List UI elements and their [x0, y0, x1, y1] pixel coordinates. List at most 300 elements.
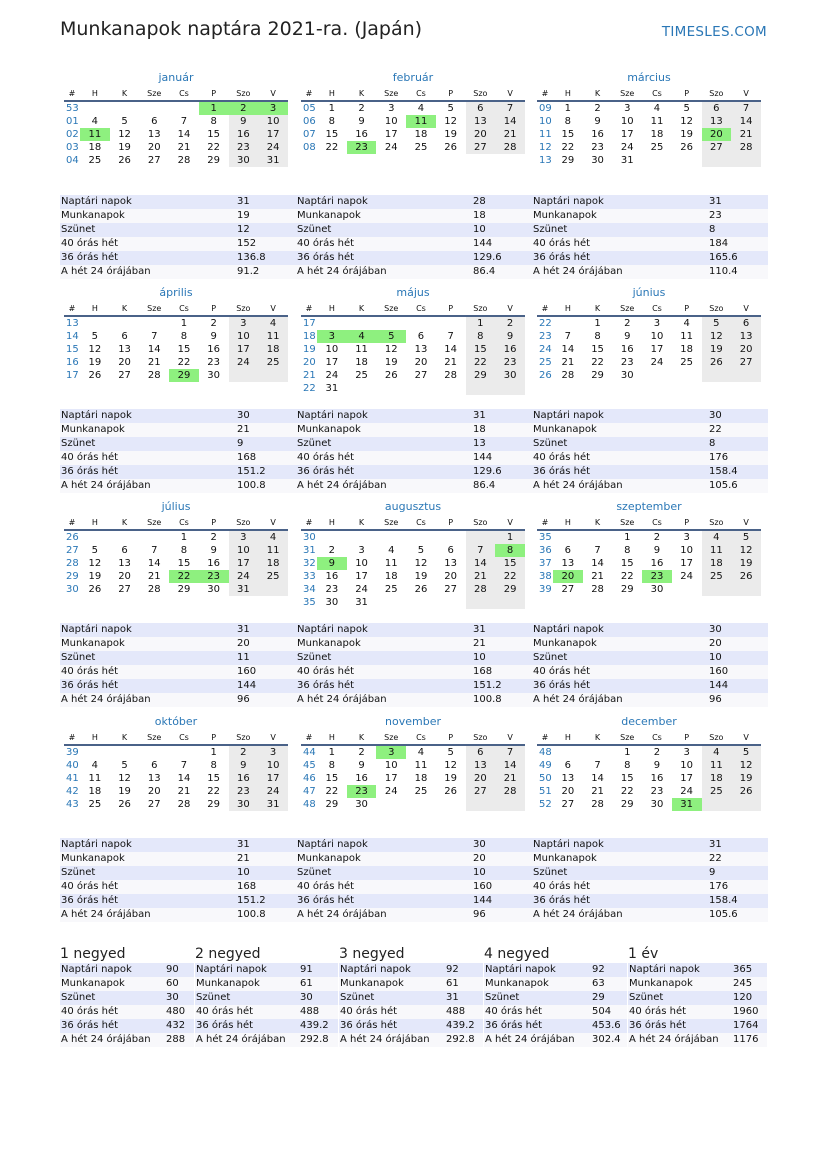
day-cell[interactable]: 21	[591, 571, 604, 582]
day-cell[interactable]: 20	[147, 786, 161, 797]
day-cell[interactable]: 8	[210, 760, 217, 771]
day-cell[interactable]: 16	[355, 773, 368, 784]
day-cell[interactable]: 16	[650, 773, 664, 784]
day-cell[interactable]: 13	[466, 115, 496, 128]
day-cell[interactable]: 30	[207, 370, 221, 381]
day-cell[interactable]: 7	[594, 545, 601, 556]
day-cell[interactable]: 10	[384, 116, 398, 127]
day-cell[interactable]: 19	[444, 129, 458, 140]
day-cell[interactable]: 3	[317, 330, 347, 343]
day-cell[interactable]: 26	[118, 799, 131, 810]
day-cell[interactable]: 14	[731, 115, 761, 128]
day-cell[interactable]: 23	[620, 357, 634, 368]
day-cell[interactable]: 29	[169, 369, 199, 382]
day-cell[interactable]: 26	[414, 584, 428, 595]
day-cell[interactable]: 21	[591, 786, 604, 797]
day-cell[interactable]: 6	[151, 760, 158, 771]
day-cell[interactable]: 29	[177, 584, 191, 595]
day-cell[interactable]: 11	[355, 344, 368, 355]
day-cell[interactable]: 13	[147, 129, 161, 140]
day-cell[interactable]: 27	[702, 141, 732, 154]
day-cell[interactable]: 5	[91, 545, 99, 556]
day-cell[interactable]: 8	[495, 544, 525, 557]
day-cell[interactable]: 1	[466, 316, 496, 330]
day-cell[interactable]: 14	[591, 558, 604, 569]
day-cell[interactable]: 5	[702, 316, 732, 330]
day-cell[interactable]: 5	[447, 103, 454, 114]
day-cell[interactable]: 18	[702, 557, 732, 570]
day-cell[interactable]: 7	[180, 760, 188, 771]
day-cell[interactable]: 6	[417, 331, 425, 342]
day-cell[interactable]: 24	[680, 786, 694, 797]
day-cell[interactable]: 9	[653, 760, 661, 771]
day-cell[interactable]: 21	[147, 571, 161, 582]
day-cell[interactable]: 7	[594, 760, 601, 771]
day-cell[interactable]: 20	[118, 571, 131, 582]
day-cell[interactable]: 1	[594, 318, 601, 329]
day-cell[interactable]: 9	[495, 330, 525, 343]
day-cell[interactable]: 16	[229, 772, 259, 785]
day-cell[interactable]: 3	[229, 530, 259, 544]
day-cell[interactable]: 25	[650, 142, 664, 153]
day-cell[interactable]: 25	[258, 356, 288, 369]
day-cell[interactable]: 12	[414, 558, 428, 569]
day-cell[interactable]: 13	[702, 115, 732, 128]
day-cell[interactable]: 18	[258, 343, 288, 356]
day-cell[interactable]: 20	[702, 128, 732, 141]
day-cell[interactable]: 14	[495, 115, 525, 128]
day-cell[interactable]: 15	[561, 129, 575, 140]
day-cell[interactable]: 9	[653, 545, 661, 556]
day-cell[interactable]: 11	[680, 331, 694, 342]
day-cell[interactable]: 14	[147, 558, 161, 569]
day-cell[interactable]: 27	[561, 799, 575, 810]
day-cell[interactable]: 11	[80, 128, 110, 141]
day-cell[interactable]: 13	[561, 558, 575, 569]
day-cell[interactable]: 28	[495, 785, 525, 798]
day-cell[interactable]: 25	[384, 584, 398, 595]
day-cell[interactable]: 28	[177, 799, 191, 810]
day-cell[interactable]: 20	[147, 142, 161, 153]
day-cell[interactable]: 12	[731, 544, 761, 557]
day-cell[interactable]: 7	[495, 101, 525, 115]
day-cell[interactable]: 28	[591, 799, 604, 810]
day-cell[interactable]: 1	[624, 532, 631, 543]
day-cell[interactable]: 1	[210, 747, 217, 758]
day-cell[interactable]: 23	[347, 785, 377, 798]
day-cell[interactable]: 14	[591, 773, 604, 784]
day-cell[interactable]: 31	[672, 798, 702, 811]
day-cell[interactable]: 12	[88, 344, 102, 355]
day-cell[interactable]: 13	[466, 759, 496, 772]
day-cell[interactable]: 11	[702, 544, 732, 557]
day-cell[interactable]: 15	[495, 557, 525, 570]
day-cell[interactable]: 3	[358, 545, 365, 556]
day-cell[interactable]: 23	[495, 356, 525, 369]
day-cell[interactable]: 11	[414, 760, 428, 771]
day-cell[interactable]: 25	[680, 357, 694, 368]
day-cell[interactable]: 23	[650, 786, 664, 797]
day-cell[interactable]: 15	[466, 343, 496, 356]
day-cell[interactable]: 18	[414, 129, 428, 140]
day-cell[interactable]: 10	[229, 330, 259, 343]
day-cell[interactable]: 17	[650, 344, 664, 355]
day-cell[interactable]: 14	[466, 557, 496, 570]
day-cell[interactable]: 23	[642, 570, 672, 583]
day-cell[interactable]: 12	[702, 330, 732, 343]
day-cell[interactable]: 19	[118, 786, 131, 797]
day-cell[interactable]: 3	[258, 745, 288, 759]
day-cell[interactable]: 31	[258, 154, 288, 167]
day-cell[interactable]: 25	[355, 370, 368, 381]
day-cell[interactable]: 17	[384, 773, 398, 784]
day-cell[interactable]: 24	[229, 356, 259, 369]
day-cell[interactable]: 20	[731, 343, 761, 356]
day-cell[interactable]: 3	[653, 318, 661, 329]
day-cell[interactable]: 7	[564, 331, 572, 342]
day-cell[interactable]: 30	[620, 370, 634, 381]
day-cell[interactable]: 9	[358, 760, 365, 771]
day-cell[interactable]: 13	[561, 773, 575, 784]
day-cell[interactable]: 10	[650, 331, 664, 342]
day-cell[interactable]: 7	[180, 116, 188, 127]
day-cell[interactable]: 27	[561, 584, 575, 595]
day-cell[interactable]: 21	[495, 128, 525, 141]
day-cell[interactable]: 12	[444, 116, 458, 127]
day-cell[interactable]: 3	[388, 103, 395, 114]
day-cell[interactable]: 5	[731, 530, 761, 544]
day-cell[interactable]: 7	[151, 545, 158, 556]
day-cell[interactable]: 29	[325, 799, 339, 810]
day-cell[interactable]: 7	[466, 544, 496, 557]
day-cell[interactable]: 24	[620, 142, 634, 153]
day-cell[interactable]: 6	[466, 101, 496, 115]
day-cell[interactable]: 22	[207, 786, 221, 797]
day-cell[interactable]: 9	[317, 557, 347, 570]
day-cell[interactable]: 25	[414, 142, 428, 153]
day-cell[interactable]: 7	[151, 331, 158, 342]
day-cell[interactable]: 7	[495, 745, 525, 759]
day-cell[interactable]: 2	[210, 532, 217, 543]
day-cell[interactable]: 5	[121, 116, 128, 127]
day-cell[interactable]: 21	[731, 128, 761, 141]
day-cell[interactable]: 2	[210, 318, 217, 329]
day-cell[interactable]: 18	[680, 344, 694, 355]
day-cell[interactable]: 28	[561, 370, 575, 381]
day-cell[interactable]: 22	[591, 357, 604, 368]
day-cell[interactable]: 30	[591, 155, 604, 166]
day-cell[interactable]: 24	[650, 357, 664, 368]
day-cell[interactable]: 23	[229, 141, 259, 154]
day-cell[interactable]: 25	[258, 570, 288, 583]
day-cell[interactable]: 20	[553, 570, 583, 583]
day-cell[interactable]: 4	[91, 116, 99, 127]
day-cell[interactable]: 19	[414, 571, 428, 582]
day-cell[interactable]: 13	[444, 558, 458, 569]
day-cell[interactable]: 25	[702, 570, 732, 583]
day-cell[interactable]: 6	[121, 331, 128, 342]
day-cell[interactable]: 6	[466, 745, 496, 759]
day-cell[interactable]: 17	[680, 558, 694, 569]
brand-link[interactable]: TIMESLES.COM	[661, 24, 767, 40]
day-cell[interactable]: 4	[91, 760, 99, 771]
day-cell[interactable]: 11	[258, 544, 288, 557]
day-cell[interactable]: 1	[199, 101, 229, 115]
day-cell[interactable]: 8	[466, 330, 496, 343]
day-cell[interactable]: 1	[328, 103, 336, 114]
day-cell[interactable]: 25	[702, 785, 732, 798]
day-cell[interactable]: 26	[384, 370, 398, 381]
day-cell[interactable]: 27	[414, 370, 428, 381]
day-cell[interactable]: 5	[447, 747, 454, 758]
day-cell[interactable]: 3	[229, 316, 259, 330]
day-cell[interactable]: 17	[258, 128, 288, 141]
day-cell[interactable]: 24	[680, 571, 694, 582]
day-cell[interactable]: 28	[147, 370, 161, 381]
day-cell[interactable]: 16	[207, 344, 221, 355]
day-cell[interactable]: 29	[620, 799, 634, 810]
day-cell[interactable]: 22	[177, 357, 191, 368]
day-cell[interactable]: 2	[495, 316, 525, 330]
day-cell[interactable]: 15	[591, 344, 604, 355]
day-cell[interactable]: 25	[414, 786, 428, 797]
day-cell[interactable]: 6	[702, 101, 732, 115]
day-cell[interactable]: 14	[495, 759, 525, 772]
day-cell[interactable]: 4	[417, 747, 425, 758]
day-cell[interactable]: 10	[325, 344, 339, 355]
day-cell[interactable]: 9	[229, 115, 259, 128]
day-cell[interactable]: 8	[180, 545, 188, 556]
day-cell[interactable]: 24	[384, 786, 398, 797]
day-cell[interactable]: 10	[680, 760, 694, 771]
day-cell[interactable]: 16	[229, 128, 259, 141]
day-cell[interactable]: 10	[258, 115, 288, 128]
day-cell[interactable]: 20	[561, 786, 575, 797]
day-cell[interactable]: 28	[591, 584, 604, 595]
day-cell[interactable]: 12	[88, 558, 102, 569]
day-cell[interactable]: 10	[680, 545, 694, 556]
day-cell[interactable]: 12	[118, 129, 131, 140]
day-cell[interactable]: 5	[417, 545, 425, 556]
day-cell[interactable]: 14	[444, 344, 458, 355]
day-cell[interactable]: 20	[444, 571, 458, 582]
day-cell[interactable]: 23	[229, 785, 259, 798]
day-cell[interactable]: 19	[731, 772, 761, 785]
day-cell[interactable]: 8	[210, 116, 217, 127]
day-cell[interactable]: 18	[702, 772, 732, 785]
day-cell[interactable]: 6	[564, 545, 572, 556]
day-cell[interactable]: 11	[88, 773, 102, 784]
day-cell[interactable]: 13	[118, 344, 131, 355]
day-cell[interactable]: 1	[328, 747, 336, 758]
day-cell[interactable]: 22	[561, 142, 575, 153]
day-cell[interactable]: 10	[384, 760, 398, 771]
day-cell[interactable]: 16	[620, 344, 634, 355]
day-cell[interactable]: 2	[594, 103, 601, 114]
day-cell[interactable]: 16	[207, 558, 221, 569]
day-cell[interactable]: 21	[177, 142, 191, 153]
day-cell[interactable]: 19	[731, 557, 761, 570]
day-cell[interactable]: 8	[564, 116, 572, 127]
day-cell[interactable]: 4	[702, 745, 732, 759]
day-cell[interactable]: 19	[702, 343, 732, 356]
day-cell[interactable]: 7	[447, 331, 454, 342]
day-cell[interactable]: 5	[731, 745, 761, 759]
day-cell[interactable]: 3	[683, 747, 690, 758]
day-cell[interactable]: 5	[376, 330, 406, 343]
day-cell[interactable]: 22	[620, 786, 634, 797]
day-cell[interactable]: 13	[118, 558, 131, 569]
day-cell[interactable]: 21	[444, 357, 458, 368]
day-cell[interactable]: 18	[355, 357, 368, 368]
day-cell[interactable]: 21	[147, 357, 161, 368]
day-cell[interactable]: 31	[620, 155, 634, 166]
day-cell[interactable]: 23	[207, 357, 221, 368]
day-cell[interactable]: 30	[229, 798, 259, 811]
day-cell[interactable]: 16	[355, 129, 368, 140]
day-cell[interactable]: 9	[210, 331, 217, 342]
day-cell[interactable]: 29	[207, 799, 221, 810]
day-cell[interactable]: 2	[624, 318, 631, 329]
day-cell[interactable]: 20	[466, 128, 496, 141]
day-cell[interactable]: 4	[653, 103, 661, 114]
day-cell[interactable]: 30	[650, 799, 664, 810]
day-cell[interactable]: 28	[177, 155, 191, 166]
day-cell[interactable]: 10	[355, 558, 368, 569]
day-cell[interactable]: 23	[199, 570, 229, 583]
day-cell[interactable]: 6	[151, 116, 158, 127]
day-cell[interactable]: 18	[414, 773, 428, 784]
day-cell[interactable]: 2	[229, 745, 259, 759]
day-cell[interactable]: 19	[88, 571, 102, 582]
day-cell[interactable]: 28	[444, 370, 458, 381]
day-cell[interactable]: 16	[591, 129, 604, 140]
day-cell[interactable]: 1	[495, 530, 525, 544]
day-cell[interactable]: 2	[358, 747, 365, 758]
day-cell[interactable]: 3	[624, 103, 631, 114]
day-cell[interactable]: 8	[624, 545, 631, 556]
day-cell[interactable]: 11	[650, 116, 664, 127]
day-cell[interactable]: 4	[347, 330, 377, 343]
day-cell[interactable]: 10	[620, 116, 634, 127]
day-cell[interactable]: 30	[355, 799, 368, 810]
day-cell[interactable]: 14	[147, 344, 161, 355]
day-cell[interactable]: 24	[325, 370, 339, 381]
day-cell[interactable]: 5	[91, 331, 99, 342]
day-cell[interactable]: 17	[229, 557, 259, 570]
day-cell[interactable]: 16	[495, 343, 525, 356]
day-cell[interactable]: 26	[118, 155, 131, 166]
day-cell[interactable]: 27	[444, 584, 458, 595]
day-cell[interactable]: 15	[207, 129, 221, 140]
day-cell[interactable]: 29	[591, 370, 604, 381]
day-cell[interactable]: 19	[680, 129, 694, 140]
day-cell[interactable]: 8	[624, 760, 631, 771]
day-cell[interactable]: 18	[650, 129, 664, 140]
day-cell[interactable]: 14	[177, 773, 191, 784]
day-cell[interactable]: 17	[620, 129, 634, 140]
day-cell[interactable]: 27	[466, 141, 496, 154]
day-cell[interactable]: 23	[325, 584, 339, 595]
day-cell[interactable]: 9	[624, 331, 631, 342]
day-cell[interactable]: 6	[564, 760, 572, 771]
day-cell[interactable]: 26	[702, 356, 732, 369]
day-cell[interactable]: 29	[495, 583, 525, 596]
day-cell[interactable]: 13	[147, 773, 161, 784]
day-cell[interactable]: 2	[653, 747, 661, 758]
day-cell[interactable]: 30	[495, 369, 525, 382]
day-cell[interactable]: 22	[169, 570, 199, 583]
day-cell[interactable]: 8	[180, 331, 188, 342]
day-cell[interactable]: 14	[177, 129, 191, 140]
day-cell[interactable]: 11	[384, 558, 398, 569]
day-cell[interactable]: 26	[731, 785, 761, 798]
day-cell[interactable]: 3	[683, 532, 690, 543]
day-cell[interactable]: 9	[229, 759, 259, 772]
day-cell[interactable]: 8	[328, 116, 336, 127]
day-cell[interactable]: 10	[258, 759, 288, 772]
day-cell[interactable]: 4	[702, 530, 732, 544]
day-cell[interactable]: 18	[88, 786, 102, 797]
day-cell[interactable]: 18	[88, 142, 102, 153]
day-cell[interactable]: 21	[495, 772, 525, 785]
day-cell[interactable]: 3	[376, 745, 406, 759]
day-cell[interactable]: 22	[325, 786, 339, 797]
day-cell[interactable]: 24	[355, 584, 368, 595]
day-cell[interactable]: 6	[447, 545, 454, 556]
day-cell[interactable]: 11	[702, 759, 732, 772]
day-cell[interactable]: 3	[258, 101, 288, 115]
day-cell[interactable]: 1	[564, 103, 572, 114]
day-cell[interactable]: 19	[444, 773, 458, 784]
day-cell[interactable]: 31	[355, 597, 368, 608]
day-cell[interactable]: 29	[620, 584, 634, 595]
day-cell[interactable]: 15	[620, 773, 634, 784]
day-cell[interactable]: 28	[466, 583, 496, 596]
day-cell[interactable]: 12	[384, 344, 398, 355]
day-cell[interactable]: 8	[328, 760, 336, 771]
day-cell[interactable]: 22	[495, 570, 525, 583]
day-cell[interactable]: 6	[731, 316, 761, 330]
day-cell[interactable]: 20	[414, 357, 428, 368]
day-cell[interactable]: 2	[358, 103, 365, 114]
day-cell[interactable]: 2	[328, 545, 336, 556]
day-cell[interactable]: 21	[177, 786, 191, 797]
day-cell[interactable]: 17	[680, 773, 694, 784]
day-cell[interactable]: 13	[414, 344, 428, 355]
day-cell[interactable]: 18	[384, 571, 398, 582]
day-cell[interactable]: 25	[88, 155, 102, 166]
day-cell[interactable]: 26	[680, 142, 694, 153]
day-cell[interactable]: 19	[88, 357, 102, 368]
day-cell[interactable]: 24	[258, 785, 288, 798]
day-cell[interactable]: 25	[88, 799, 102, 810]
day-cell[interactable]: 12	[680, 116, 694, 127]
day-cell[interactable]: 20	[466, 772, 496, 785]
day-cell[interactable]: 15	[325, 129, 339, 140]
day-cell[interactable]: 1	[180, 318, 188, 329]
day-cell[interactable]: 30	[207, 584, 221, 595]
day-cell[interactable]: 24	[229, 570, 259, 583]
day-cell[interactable]: 29	[207, 155, 221, 166]
day-cell[interactable]: 26	[731, 570, 761, 583]
day-cell[interactable]: 12	[444, 760, 458, 771]
day-cell[interactable]: 11	[258, 330, 288, 343]
day-cell[interactable]: 15	[620, 558, 634, 569]
day-cell[interactable]: 1	[624, 747, 631, 758]
day-cell[interactable]: 27	[147, 155, 161, 166]
day-cell[interactable]: 12	[731, 759, 761, 772]
